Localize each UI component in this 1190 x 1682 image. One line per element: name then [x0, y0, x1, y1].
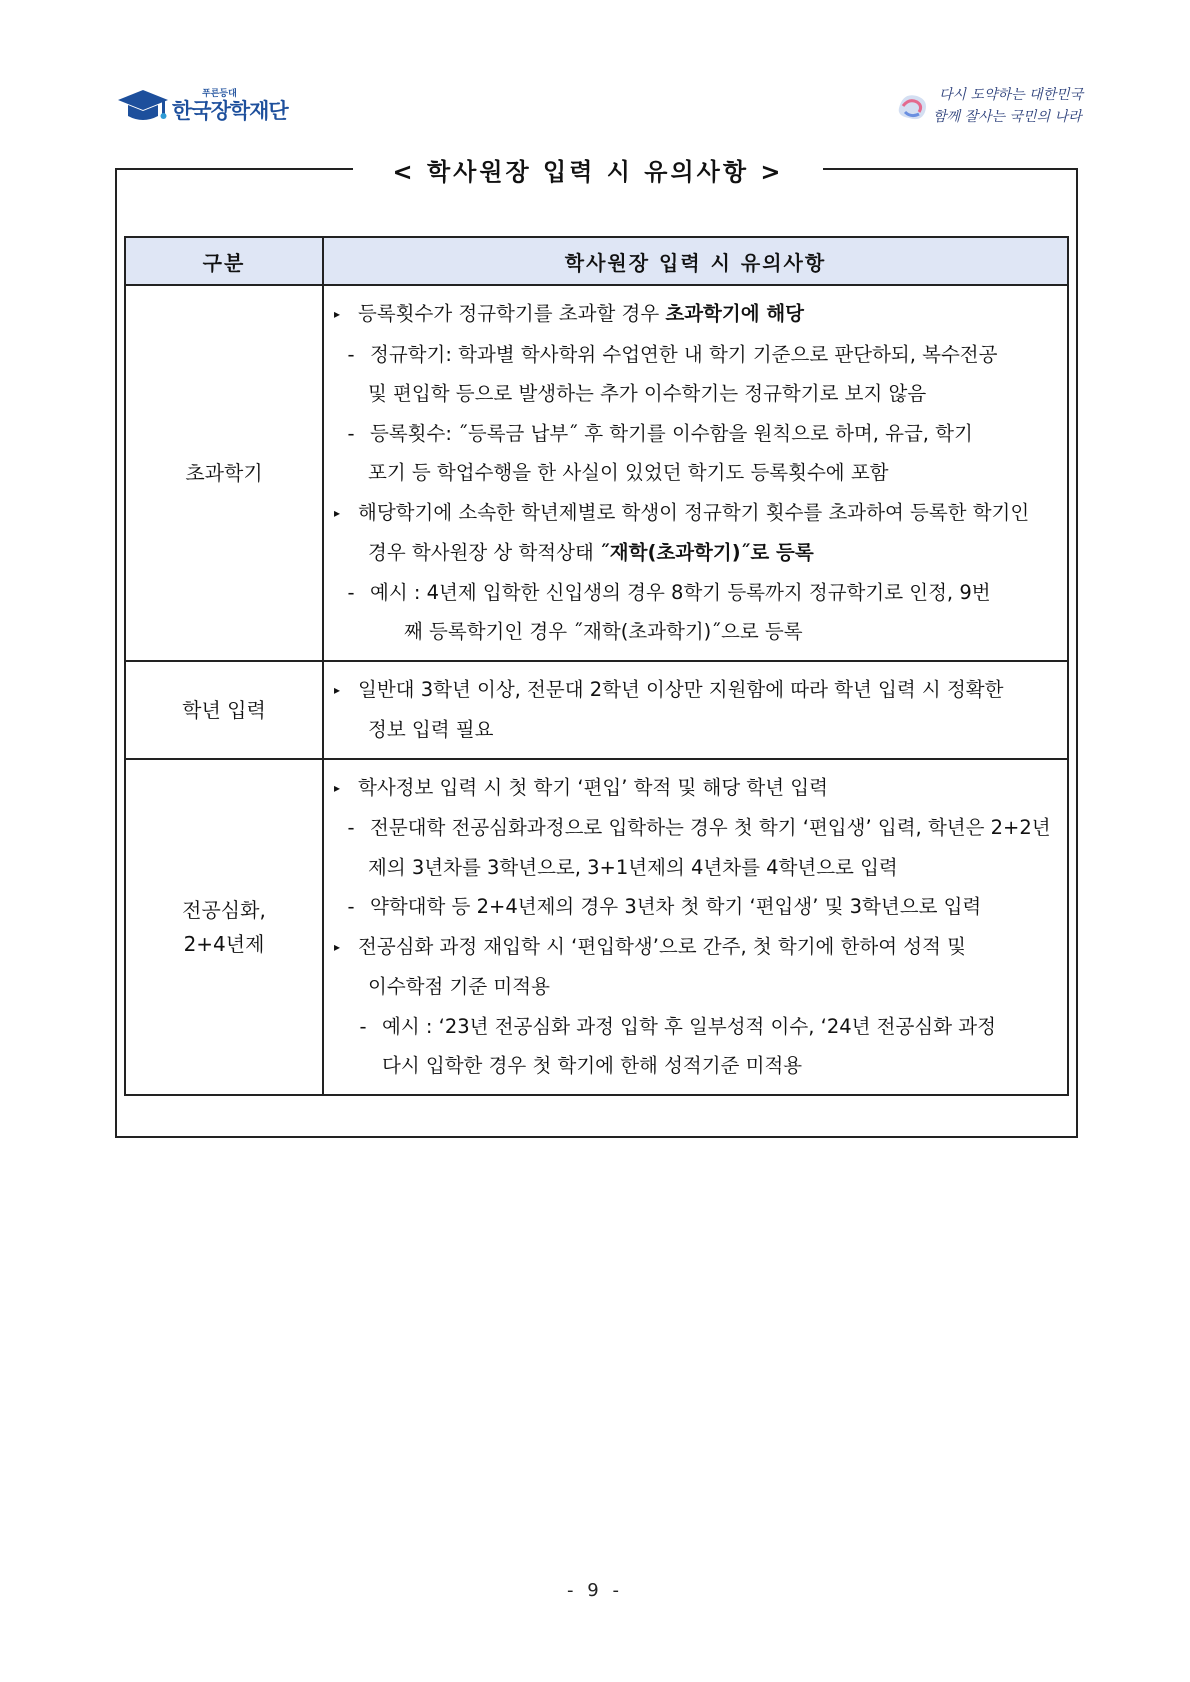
note-text: 약학대학 등 2+4년제의 경우 3년차 첫 학기 ‘편입생’ 및 3학년으로 입력 — [370, 895, 982, 918]
note-text: 정보 입력 필요 — [368, 718, 494, 741]
note-line — [334, 927, 1055, 968]
dash-marker: - — [347, 895, 355, 918]
dash-marker: - — [347, 342, 355, 366]
note-line — [334, 710, 1055, 750]
note-text: 다시 입학한 경우 첫 학기에 한해 성적기준 미적용 — [382, 1054, 803, 1077]
graduation-cap-icon — [116, 86, 170, 126]
category-label: 2+4년제 — [183, 931, 265, 956]
note-line — [334, 612, 1055, 652]
kosaf-logo — [116, 86, 288, 126]
table-header-row — [125, 237, 1068, 285]
note-text: 학사정보 입력 시 첫 학기 ‘편입’ 학적 및 해당 학년 입력 — [358, 775, 828, 799]
bullet-icon: ▸ — [334, 939, 341, 954]
note-line — [334, 768, 1055, 809]
slogan-line-2: 함께 잘사는 국민의 나라 — [933, 109, 1082, 125]
row-category — [125, 285, 323, 661]
note-text: 등록횟수가 정규학기를 초과할 경우 — [358, 302, 666, 325]
note-text: 포기 등 학업수행을 한 사실이 있었던 학기도 등록횟수에 포함 — [368, 461, 889, 484]
note-line — [334, 848, 1055, 888]
note-line — [334, 967, 1055, 1007]
header-notes: 학사원장 입력 시 유의사항 — [323, 237, 1068, 285]
note-emphasis: 초과학기에 해당 — [665, 302, 805, 325]
row-notes — [323, 285, 1068, 661]
note-text: 이수학점 기준 미적용 — [368, 975, 550, 998]
note-line — [334, 670, 1055, 711]
note-emphasis: ˝재학(초과학기)˝로 등록 — [600, 541, 814, 564]
note-text: 및 편입학 등으로 발생하는 추가 이수학기는 정규학기로 보지 않음 — [368, 382, 927, 405]
table-row — [125, 661, 1068, 759]
note-line — [334, 453, 1055, 493]
note-line — [334, 414, 1055, 454]
dash-marker: - — [359, 1014, 367, 1038]
note-text: 해당학기에 소속한 학년제별로 학생이 정규학기 횟수를 초과하여 등록한 학기인 — [358, 500, 1030, 524]
dash-marker: - — [347, 421, 355, 445]
note-text: 일반대 3학년 이상, 전문대 2학년 이상만 지원함에 따라 학년 입력 시 정확한 — [358, 677, 1004, 701]
row-category — [125, 661, 323, 759]
note-line — [334, 573, 1055, 613]
bullet-icon: ▸ — [334, 505, 341, 520]
category-label: 전공심화, — [182, 897, 266, 922]
note-text: 째 등록학기인 경우 ˝재학(초과학기)˝으로 등록 — [404, 620, 803, 643]
taegeuk-mark-icon — [895, 88, 935, 124]
note-text: 제의 3년차를 3학년으로, 3+1년제의 4년차를 4학년으로 입력 — [368, 855, 898, 879]
note-text: 정규학기: 학과별 학사학위 수업연한 내 학기 기준으로 판단하되, 복수전공 — [370, 342, 998, 366]
note-line — [334, 294, 1055, 335]
note-line — [334, 1007, 1055, 1047]
header-category: 구분 — [125, 237, 323, 285]
note-text: 예시 : ‘23년 전공심화 과정 입학 후 일부성적 이수, ‘24년 전공심화 과정 — [382, 1014, 996, 1038]
note-line — [334, 374, 1055, 414]
bullet-icon: ▸ — [334, 780, 341, 795]
page-header — [0, 0, 1190, 150]
note-line — [334, 808, 1055, 848]
note-line — [334, 493, 1055, 534]
bullet-icon: ▸ — [334, 307, 341, 321]
row-category — [125, 759, 323, 1095]
note-line — [334, 533, 1055, 573]
row-notes — [323, 661, 1068, 759]
government-slogan — [895, 80, 1085, 130]
dash-marker: - — [347, 580, 355, 604]
page-number: - 9 - — [567, 1580, 623, 1601]
notes-table — [124, 236, 1069, 1096]
category-label: 초과학기 — [185, 460, 263, 485]
box-title: < 학사원장 입력 시 유의사항 > — [392, 158, 784, 186]
note-text: 전문대학 전공심화과정으로 입학하는 경우 첫 학기 ‘편입생’ 입력, 학년은 2+2년 — [370, 816, 1051, 839]
note-text: 등록횟수: ˝등록금 납부˝ 후 학기를 이수함을 원칙으로 하며, 유급, 학기 — [370, 421, 973, 445]
dash-marker: - — [347, 816, 355, 839]
category-label: 학년 입력 — [182, 697, 266, 722]
note-line — [334, 887, 1055, 927]
bullet-icon: ▸ — [334, 682, 341, 697]
logo-name: 한국장학재단 — [172, 99, 288, 123]
note-text: 전공심화 과정 재입학 시 ‘편입학생’으로 간주, 첫 학기에 한하여 성적 및 — [358, 934, 967, 958]
note-text: 예시 : 4년제 입학한 신입생의 경우 8학기 등록까지 정규학기로 인정, 9번 — [370, 580, 991, 604]
table-row — [125, 759, 1068, 1095]
slogan-line-1: 다시 도약하는 대한민국 — [939, 87, 1084, 103]
row-notes — [323, 759, 1068, 1095]
table-row — [125, 285, 1068, 661]
note-line — [334, 1046, 1055, 1086]
note-line — [334, 335, 1055, 375]
note-text: 경우 학사원장 상 학적상태 — [368, 541, 601, 564]
logo-small-text: 푸른등대 — [202, 89, 237, 99]
